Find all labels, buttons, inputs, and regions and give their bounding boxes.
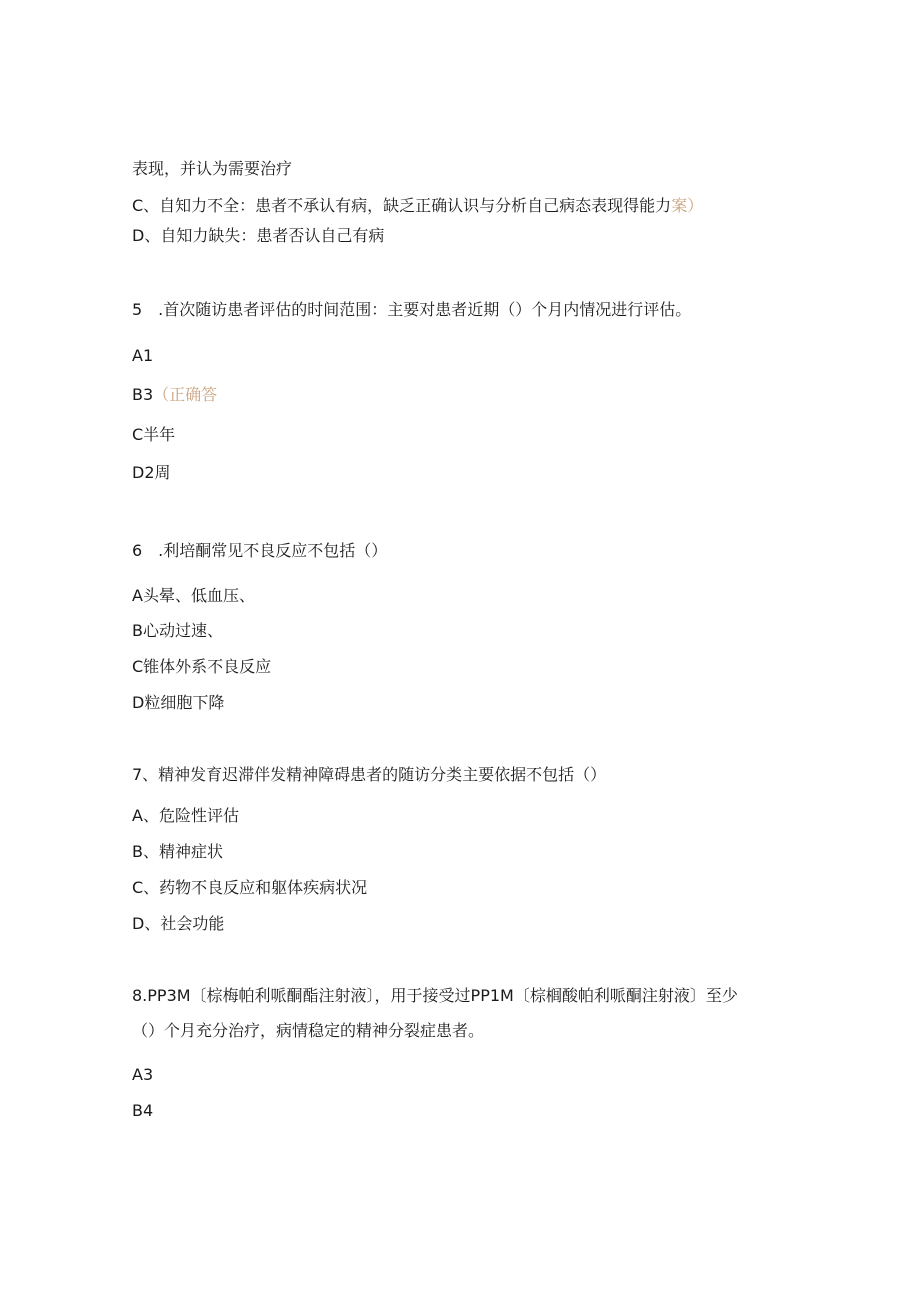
question-5-option-b — [132, 385, 217, 405]
question-6-option-c: C锥体外系不良反应 — [132, 657, 272, 676]
question-4-option-c — [132, 196, 703, 216]
question-6-option-d: D粒细胞下降 — [132, 693, 225, 712]
question-6-option-a: A头晕、低血压、 — [132, 586, 255, 605]
question-7-option-b: B、精神症状 — [132, 842, 223, 861]
option-b-text: B3 — [132, 385, 154, 404]
answer-mark: 案） — [671, 196, 704, 215]
question-5-option-a: A1 — [132, 346, 154, 365]
option-c-text: C、自知力不全：患者不承认有病，缺乏正确认识与分析自己病态表现得能力 — [132, 196, 672, 215]
question-6-stem: 6 .利培酮常见不良反应不包括（） — [132, 541, 388, 560]
answer-mark: （正确答 — [153, 385, 218, 404]
question-5-stem: 5 .首次随访患者评估的时间范围：主要对患者近期（）个月内情况进行评估。 — [132, 300, 692, 319]
question-7-option-a: A、危险性评估 — [132, 806, 239, 825]
question-8-stem-line-2: （）个月充分治疗，病情稳定的精神分裂症患者。 — [132, 1021, 485, 1040]
question-5-option-c: C半年 — [132, 425, 176, 444]
question-6-option-b: B心动过速、 — [132, 621, 223, 640]
question-7-stem: 7、精神发育迟滞伴发精神障碍患者的随访分类主要依据不包括（） — [132, 765, 607, 784]
question-5-option-d: D2周 — [132, 463, 171, 482]
question-8-option-a: A3 — [132, 1065, 154, 1084]
question-4-option-d: D、自知力缺失：患者否认自己有病 — [132, 226, 385, 245]
question-4-continuation: 表现，并认为需要治疗 — [132, 159, 293, 178]
question-7-option-d: D、社会功能 — [132, 914, 225, 933]
question-7-option-c: C、药物不良反应和躯体疾病状况 — [132, 878, 368, 897]
question-8-option-b: B4 — [132, 1101, 154, 1120]
question-8-stem-line-1: 8.PP3M〔棕梅帕利哌酮酯注射液〕，用于接受过PP1M〔棕榈酸帕利哌酮注射液〕至少 — [132, 986, 738, 1005]
